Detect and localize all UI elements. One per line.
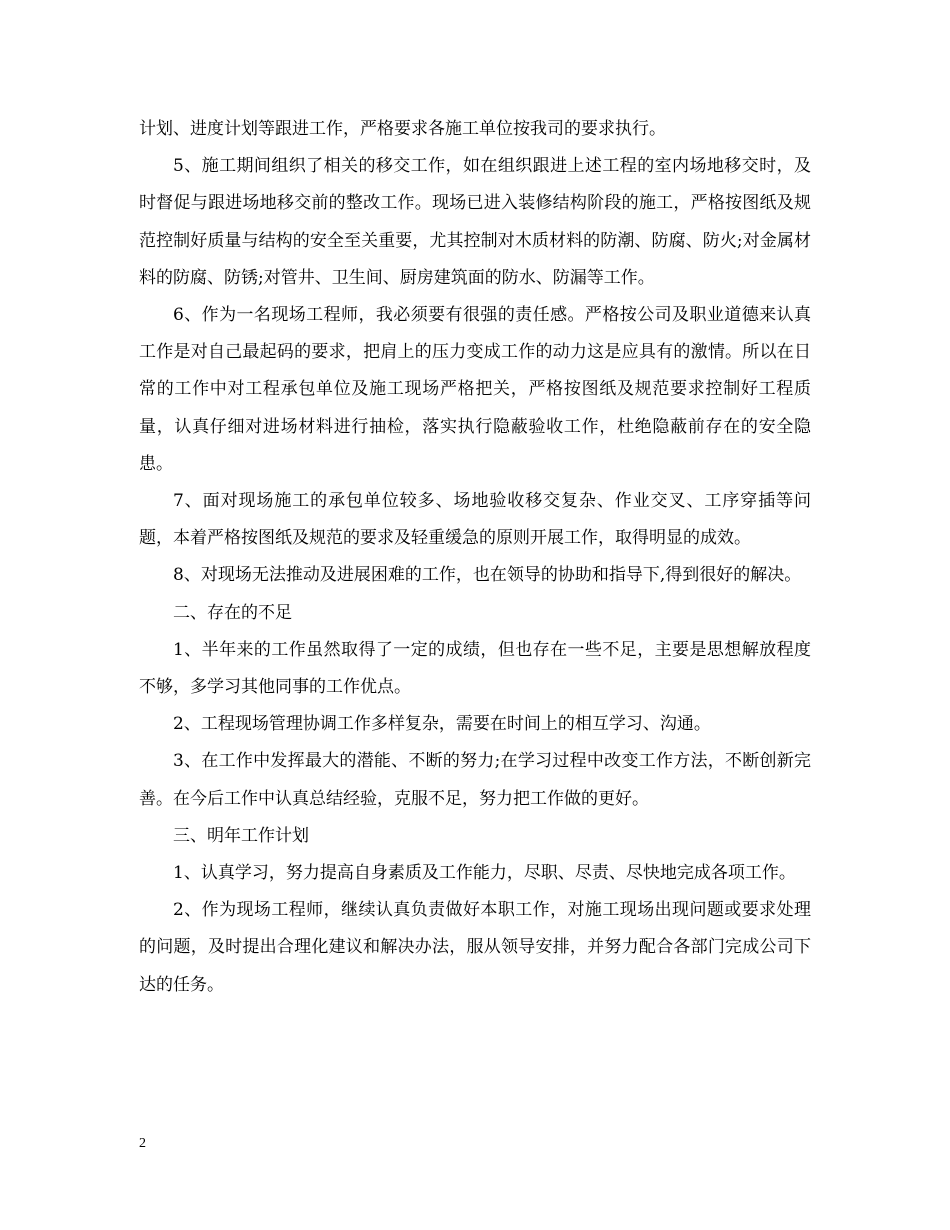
paragraph-plan-1: 1、认真学习，努力提高自身素质及工作能力，尽职、尽责、尽快地完成各项工作。: [173, 863, 796, 884]
paragraph-item-7: 7、面对现场施工的承包单位较多、场地验收移交复杂、作业交叉、工序穿插等问题，本着严格按图纸及规范的要求及轻重缓急的原则开展工作，取得明显的成效。: [139, 491, 811, 549]
section-heading-shortcomings: 二、存在的不足: [173, 602, 292, 623]
page-number: 2: [139, 1136, 146, 1151]
paragraph-shortcoming-3: 3、在工作中发挥最大的潜能、不断的努力;在学习过程中改变工作方法，不断创新完善。在今后工作中认真总结经验，克服不足，努力把工作做的更好。: [139, 751, 811, 809]
section-heading-next-year-plan: 三、明年工作计划: [173, 825, 309, 846]
paragraph-item-5: 5、施工期间组织了相关的移交工作，如在组织跟进上述工程的室内场地移交时，及时督促与跟进场地移交前的整改工作。现场已进入装修结构阶段的施工，严格按图纸及规范控制好质量与结构的安全至关重要，尤其控制对木质材料的防潮、防腐、防火;对金属材料的防腐、防锈;对管井、卫生间、厨房建筑面的防水、防漏等工作。: [139, 156, 811, 288]
paragraph-plan-2: 2、作为现场工程师，继续认真负责做好本职工作，对施工现场出现问题或要求处理的问题，及时提出合理化建议和解决办法，服从领导安排，并努力配合各部门完成公司下达的任务。: [139, 900, 811, 995]
paragraph-shortcoming-1: 1、半年来的工作虽然取得了一定的成绩，但也存在一些不足，主要是思想解放程度不够，多学习其他同事的工作优点。: [139, 639, 811, 698]
document-body: [139, 111, 811, 1004]
paragraph-item-6: 6、作为一名现场工程师，我必须要有很强的责任感。严格按公司及职业道德来认真工作是对自己最起码的要求，把肩上的压力变成工作的动力这是应具有的激情。所以在日常的工作中对工程承包单位及施工现场严格把关，严格按图纸及规范要求控制好工程质量，认真仔细对进场材料进行抽检，落实执行隐蔽验收工作，杜绝隐蔽前存在的安全隐患。: [139, 305, 811, 474]
paragraph-item-8: 8、对现场无法推动及进展困难的工作，也在领导的协助和指导下,得到很好的解决。: [173, 565, 802, 586]
paragraph-continuation: 计划、进度计划等跟进工作，严格要求各施工单位按我司的要求执行。: [139, 119, 666, 139]
paragraph-shortcoming-2: 2、工程现场管理协调工作多样复杂，需要在时间上的相互学习、沟通。: [173, 714, 711, 735]
